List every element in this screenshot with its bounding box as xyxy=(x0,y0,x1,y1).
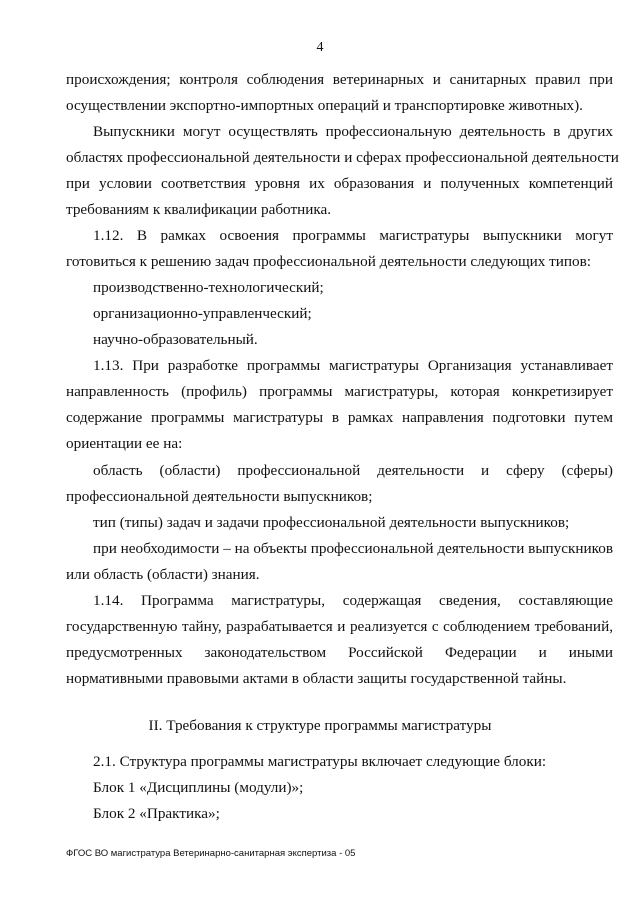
text-line: организационно-управленческий; xyxy=(93,305,312,322)
page-number: 4 xyxy=(316,40,324,55)
text-line: или область (области) знания. xyxy=(66,566,260,583)
text-line: направленность (профиль) программы магистратуры, которая конкретизирует xyxy=(66,383,613,400)
text-line: при условии соответствия уровня их образования и полученных компетенций xyxy=(66,175,613,192)
text-line: содержание программы магистратуры в рамках направления подготовки путем xyxy=(66,409,613,426)
text-line: предусмотренных законодательством Российской Федерации и иными xyxy=(66,644,613,661)
text-line: происхождения; контроля соблюдения ветеринарных и санитарных правил при xyxy=(66,71,613,88)
section-heading: II. Требования к структуре программы магистратуры xyxy=(148,717,492,734)
text-line: Выпускники могут осуществлять профессиональную деятельность в других xyxy=(93,123,613,140)
text-line: областях профессиональной деятельности и сферах профессиональной деятельности xyxy=(66,149,619,166)
text-line: нормативными правовыми актами в области защиты государственной тайны. xyxy=(66,670,567,687)
footer-text: ФГОС ВО магистратура Ветеринарно-санитарная экспертиза - 05 xyxy=(66,848,356,859)
text-line: 2.1. Структура программы магистратуры включает следующие блоки: xyxy=(93,753,547,770)
text-line: осуществлении экспортно-импортных операций и транспортировке животных). xyxy=(66,97,583,114)
text-line: требованиям к квалификации работника. xyxy=(66,201,332,218)
text-line: область (области) профессиональной деятельности и сферу (сферы) xyxy=(93,462,613,479)
text-line: Блок 1 «Дисциплины (модули)»; xyxy=(93,779,304,796)
text-line: научно-образовательный. xyxy=(93,331,258,348)
text-line: государственную тайну, разрабатывается и реализуется с соблюдением требований, xyxy=(66,618,613,635)
text-line: 1.12. В рамках освоения программы магистратуры выпускники могут xyxy=(93,227,613,244)
text-line: Блок 2 «Практика»; xyxy=(93,805,220,822)
text-line: при необходимости – на объекты профессиональной деятельности выпускников xyxy=(93,540,613,557)
text-line: 1.13. При разработке программы магистратуры Организация устанавливает xyxy=(93,357,613,374)
text-line: профессиональной деятельности выпускников; xyxy=(66,488,373,505)
text-line: готовиться к решению задач профессиональной деятельности следующих типов: xyxy=(66,253,592,270)
text-line: тип (типы) задач и задачи профессиональной деятельности выпускников; xyxy=(93,514,570,531)
text-line: производственно-технологический; xyxy=(93,279,324,296)
text-line: 1.14. Программа магистратуры, содержащая сведения, составляющие xyxy=(93,592,613,609)
text-line: ориентации ее на: xyxy=(66,435,183,452)
